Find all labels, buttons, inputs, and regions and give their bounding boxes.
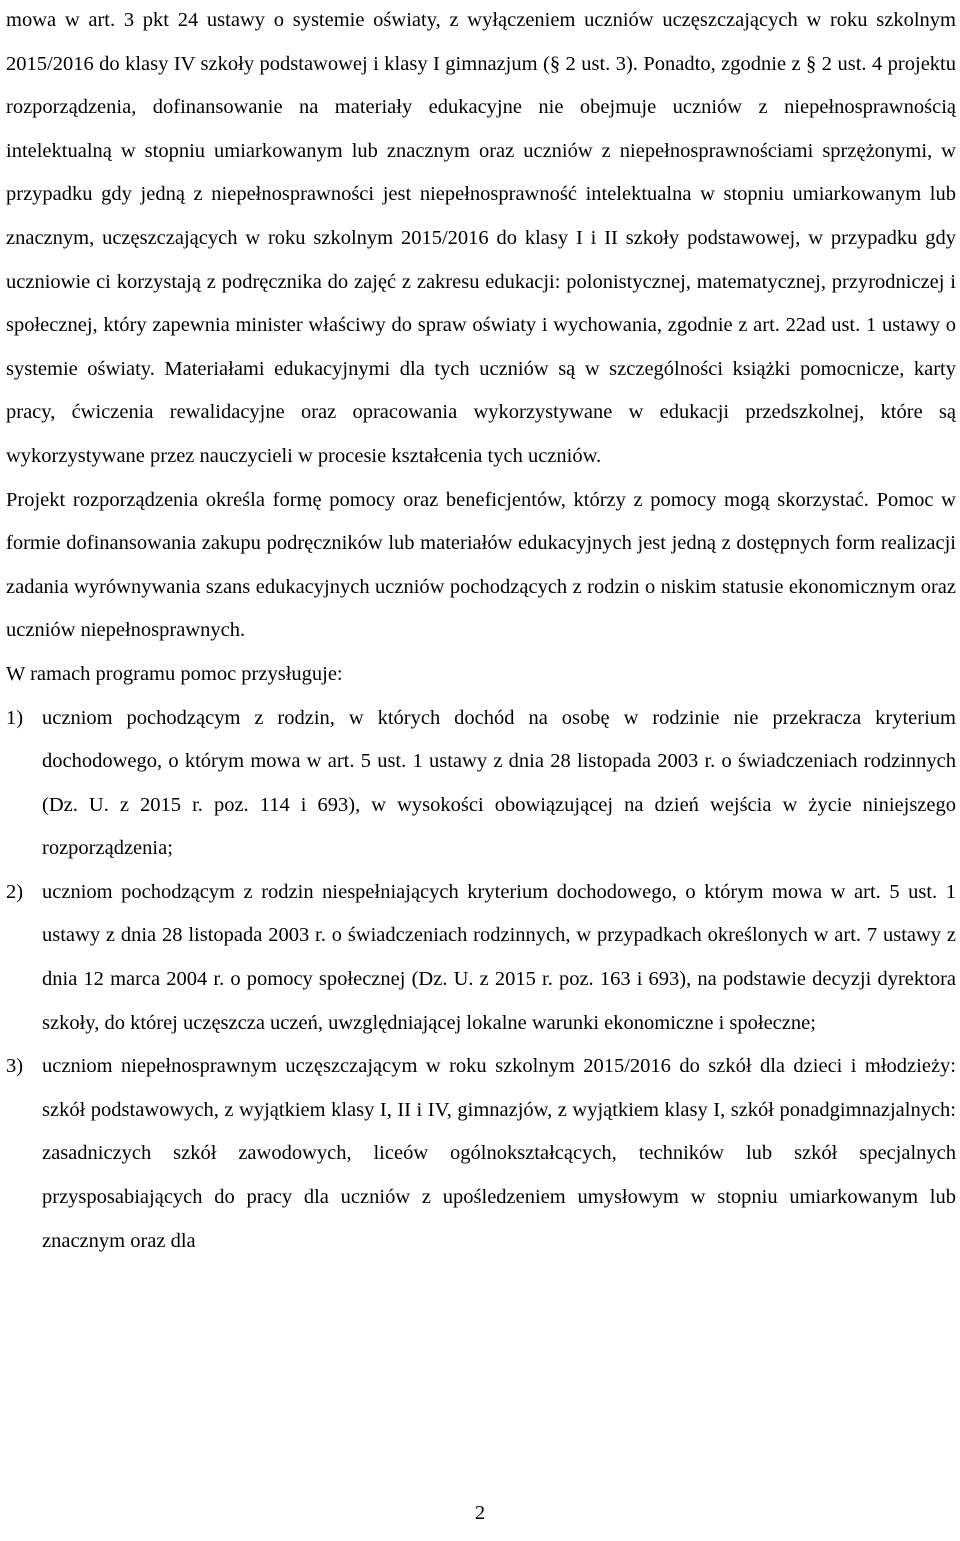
list-item-number: 1) — [6, 706, 24, 729]
page-number: 2 — [474, 1502, 486, 1524]
body-paragraph: mowa w art. 3 pkt 24 ustawy o systemie oświaty, z wyłączeniem uczniów uczęszczających w roku szkolnym 2015/2016 do klasy IV szkoły podstawowej i klasy I gimnazjum (§ 2 ust. 3). Ponadto, zgodnie z § 2 ust. 4 projektu rozporządzenia, dofinansowanie na materiały edukacyjne nie obejmuje uczniów z niepełnosprawnością intelektualną w stopniu umiarkowanym lub znacznym oraz uczniów z niepełnosprawnościami sprzężonymi, w przypadku gdy jedną z niepełnosprawności jest niepełnosprawność intelektualna w stopniu umiarkowanym lub znacznym, uczęszczających w roku szkolnym 2015/2016 do klasy I i II szkoły podstawowej, w przypadku gdy uczniowie ci korzystają z podręcznika do zajęć z zakresu edukacji: polonistycznej, matematycznej, przyrodniczej i społecznej, który zapewnia minister właściwy do spraw oświaty i wychowania, zgodnie z art. 22ad ust. 1 ustawy o systemie oświaty. Materiałami edukacyjnymi dla tych uczniów są w szczególności książki pomocnicze, karty pracy, ćwiczenia rewalidacyjne oraz opracowania wykorzystywane w edukacji przedszkolnej, które są wykorzystywane przez nauczycieli w procesie kształcenia tych uczniów. — [6, 9, 956, 467]
body-paragraph: Projekt rozporządzenia określa formę pomocy oraz beneficjentów, którzy z pomocy mogą skorzystać. Pomoc w formie dofinansowania zakupu podręczników lub materiałów edukacyjnych jest jedną z dostępnych form realizacji zadania wyrównywania szans edukacyjnych uczniów pochodzących z rodzin o niskim statusie ekonomicznym oraz uczniów niepełnosprawnych. — [6, 488, 956, 642]
list-item-text: uczniom niepełnosprawnym uczęszczającym w roku szkolnym 2015/2016 do szkół dla dzieci i młodzieży: szkół podstawowych, z wyjątkiem klasy I, II i IV, gimnazjów, z wyjątkiem klasy I, szkół ponadgimnazjalnych: zasadniczych szkół zawodowych, liceów ogólnokształcących, techników lub szkół specjalnych przysposabiających do pracy dla uczniów z upośledzeniem umysłowym w stopniu umiarkowanym lub znacznym oraz dla — [42, 1055, 956, 1252]
list-item — [6, 871, 956, 1045]
list-item — [6, 697, 956, 871]
numbered-list — [6, 697, 956, 1264]
list-item-text: uczniom pochodzącym z rodzin, w których dochód na osobę w rodzinie nie przekracza kryterium dochodowego, o którym mowa w art. 5 ust. 1 ustawy z dnia 28 listopada 2003 r. o świadczeniach rodzinnych (Dz. U. z 2015 r. poz. 114 i 693), w wysokości obowiązującej na dzień wejścia w życie niniejszego rozporządzenia; — [42, 706, 956, 860]
list-item — [6, 1045, 956, 1263]
document-page — [6, 0, 956, 1263]
list-item-text: uczniom pochodzącym z rodzin niespełniających kryterium dochodowego, o którym mowa w art. 5 ust. 1 ustawy z dnia 28 listopada 2003 r. o świadczeniach rodzinnych, w przypadkach określonych w art. 7 ustawy z dnia 12 marca 2004 r. o pomocy społecznej (Dz. U. z 2015 r. poz. 163 i 693), na podstawie decyzji dyrektora szkoły, do której uczęszcza uczeń, uwzględniającej lokalne warunki ekonomiczne i społeczne; — [42, 880, 956, 1034]
list-intro: W ramach programu pomoc przysługuje: — [6, 662, 343, 685]
list-item-number: 2) — [6, 880, 24, 903]
list-item-number: 3) — [6, 1055, 24, 1078]
